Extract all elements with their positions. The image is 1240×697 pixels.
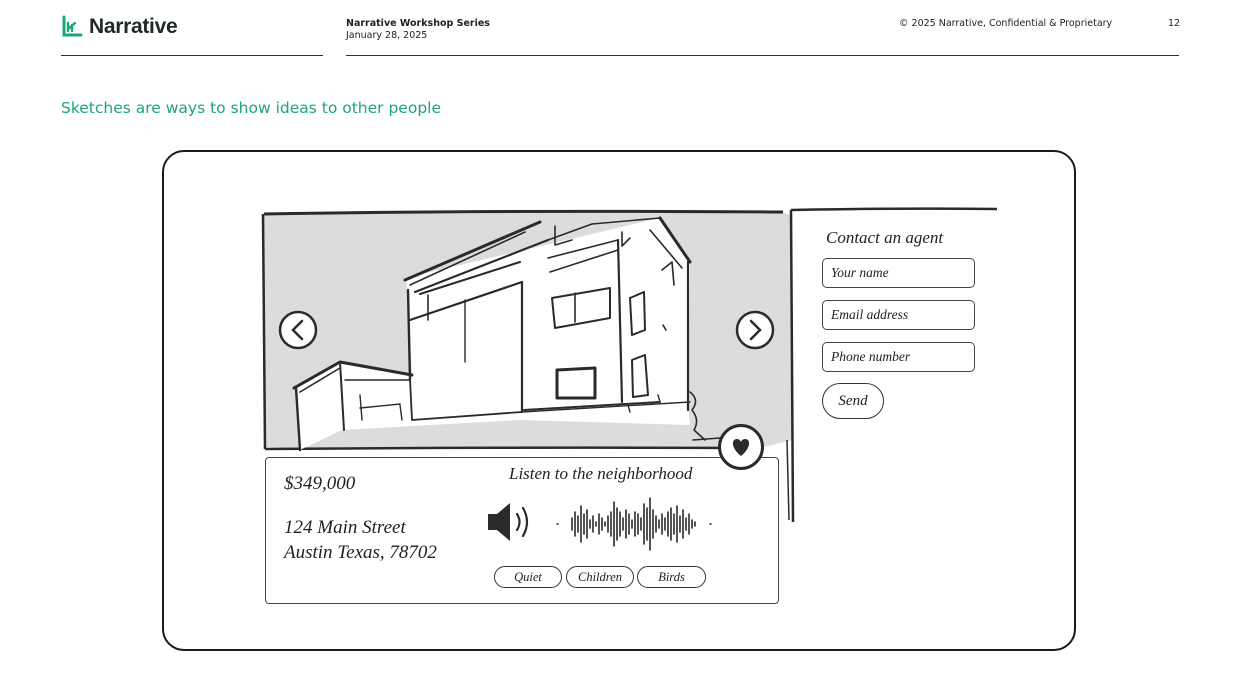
speaker-icon[interactable] [486, 500, 536, 544]
chip-quiet[interactable]: Quiet [494, 566, 562, 588]
series-date: January 28, 2025 [346, 30, 428, 41]
listing-price: $349,000 [284, 473, 356, 494]
series-title: Narrative Workshop Series [346, 18, 490, 29]
waveform-icon[interactable] [552, 494, 718, 554]
chip-children[interactable]: Children [566, 566, 634, 588]
listing-address [284, 515, 437, 565]
slide-headline: Sketches are ways to show ideas to other people [61, 99, 442, 117]
name-field[interactable] [822, 258, 975, 288]
chevron-right-icon[interactable] [735, 310, 775, 350]
heart-icon[interactable] [717, 423, 765, 471]
phone-field[interactable] [822, 342, 975, 372]
address-line-2: Austin Texas, 78702 [284, 542, 437, 563]
chevron-left-icon[interactable] [278, 310, 318, 350]
contact-title: Contact an agent [826, 228, 944, 247]
copyright-notice: © 2025 Narrative, Confidential & Proprietary [899, 18, 1113, 29]
address-line-1: 124 Main Street [284, 517, 406, 538]
brand-name: Narrative [89, 15, 178, 38]
listen-title: Listen to the neighborhood [509, 464, 693, 483]
page-number: 12 [1168, 18, 1181, 29]
send-button[interactable]: Send [822, 383, 884, 419]
chip-birds[interactable]: Birds [637, 566, 706, 588]
email-field[interactable] [822, 300, 975, 330]
